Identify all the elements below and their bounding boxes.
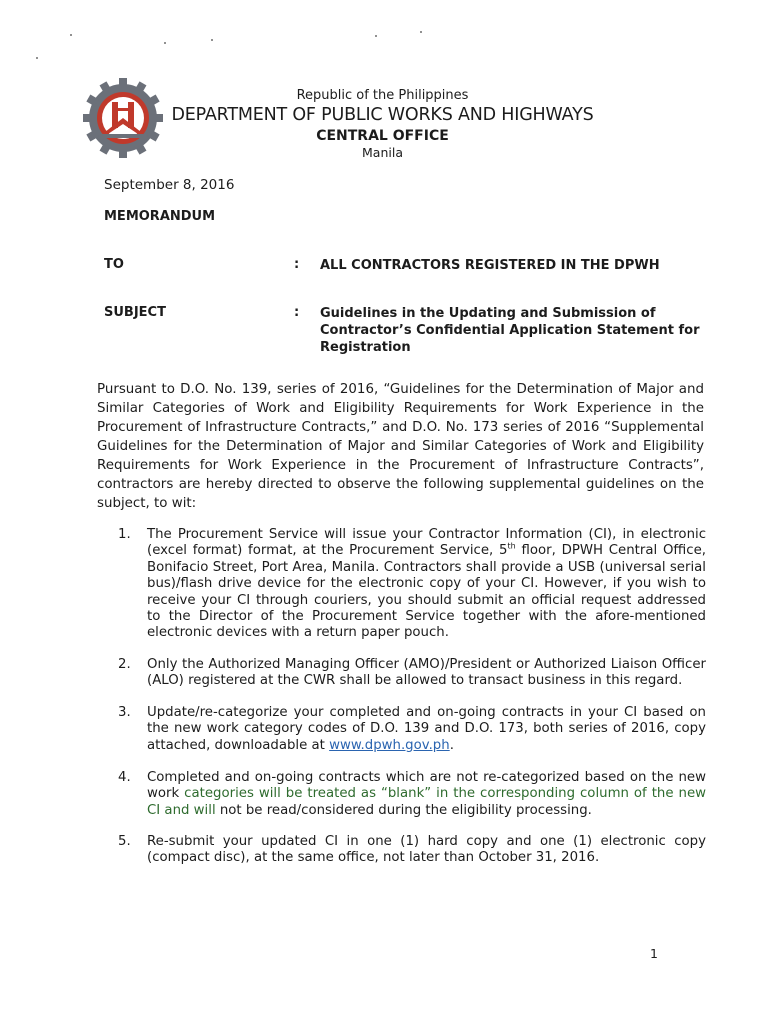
superscript: th	[507, 541, 516, 551]
scan-speck	[211, 39, 213, 41]
to-colon: :	[294, 257, 300, 272]
seal-base-bar	[101, 134, 145, 138]
scan-speck	[164, 42, 166, 44]
scan-speck	[420, 31, 422, 33]
dpwh-seal-logo	[83, 78, 163, 158]
item-text-part: not be read/considered during the eligibility processing.	[215, 802, 592, 818]
to-value: ALL CONTRACTORS REGISTERED IN THE DPWH	[320, 258, 660, 273]
list-item	[118, 657, 706, 690]
scan-speck	[375, 35, 377, 37]
item-number: 3.	[118, 705, 131, 720]
header-office: CENTRAL OFFICE	[316, 128, 449, 144]
list-item	[118, 527, 706, 642]
subject-label: SUBJECT	[104, 305, 166, 320]
to-label: TO	[104, 257, 124, 272]
item-number: 4.	[118, 770, 131, 785]
item-text-part: Update/re-categorize your completed and on-going contracts in your CI based on the new work category codes of D.O. 139 and D.O. 173, both series of 2016, copy attached, downloadable at	[147, 705, 706, 753]
list-item	[118, 770, 706, 819]
item-text-part: The Procurement Service will issue your Contractor Information (CI), in electronic (excel format) format, at the Procurement Service, 5	[147, 527, 706, 559]
page-number: 1	[650, 946, 658, 961]
item-number: 2.	[118, 657, 131, 672]
subject-colon: :	[294, 305, 300, 320]
item-text	[147, 527, 706, 642]
scan-speck	[36, 57, 38, 59]
dpwh-website-link[interactable]: www.dpwh.gov.ph	[329, 737, 450, 753]
item-text: Only the Authorized Managing Officer (AMO)/President or Authorized Liaison Officer (ALO) registered at the CWR shall be allowed to transact business in this regard.	[147, 657, 706, 689]
item-number: 1.	[118, 527, 131, 542]
item-text-part: floor, DPWH Central Office, Bonifacio Street, Port Area, Manila. Contractors shall provide a USB (universal serial bus)/flash drive device for the electronic copy of your CI. However, if you wish to receive your CI through couriers, you should submit an official request addressed to the Director of the Procurement Service together with the afore-mentioned electronic devices with a return paper pouch.	[147, 543, 706, 641]
header-city: Manila	[362, 145, 403, 160]
subject-value: Guidelines in the Updating and Submission of Contractor’s Confidential Application Statement for Registration	[320, 306, 700, 355]
header-department: DEPARTMENT OF PUBLIC WORKS AND HIGHWAYS	[171, 105, 594, 125]
scan-speck	[70, 34, 72, 36]
list-item	[118, 834, 706, 867]
item-text: Re-submit your updated CI in one (1) hard copy and one (1) electronic copy (compact disc), at the same office, not later than October 31, 2016.	[147, 834, 706, 866]
item-text	[147, 770, 706, 819]
intro-paragraph: Pursuant to D.O. No. 139, series of 2016, “Guidelines for the Determination of Major and Similar Categories of Work and Eligibility Requirements for Work Experience in the Procurement of Infrastructure Contracts,” and D.O. No. 173 series of 2016 “Supplemental Guidelines for the Determination of Major and Similar Categories of Work and Eligibility Requirements for Work Experience in the Procurement of Infrastructure Contracts”, contractors are hereby directed to observe the following supplemental guidelines on the subject, to wit:	[97, 382, 704, 511]
memo-type-heading: MEMORANDUM	[104, 209, 216, 224]
item-text-part: .	[449, 737, 454, 753]
item-text-highlight: categories will be treated as “blank” in the corresponding column of the new CI and will	[147, 786, 707, 818]
item-text	[147, 705, 706, 754]
item-number: 5.	[118, 834, 131, 849]
memo-date: September 8, 2016	[104, 177, 235, 193]
list-item	[118, 705, 706, 754]
item-text-part: Completed and on-going contracts which are not re-categorized based on the new work	[147, 770, 706, 802]
header-republic: Republic of the Philippines	[296, 88, 469, 103]
